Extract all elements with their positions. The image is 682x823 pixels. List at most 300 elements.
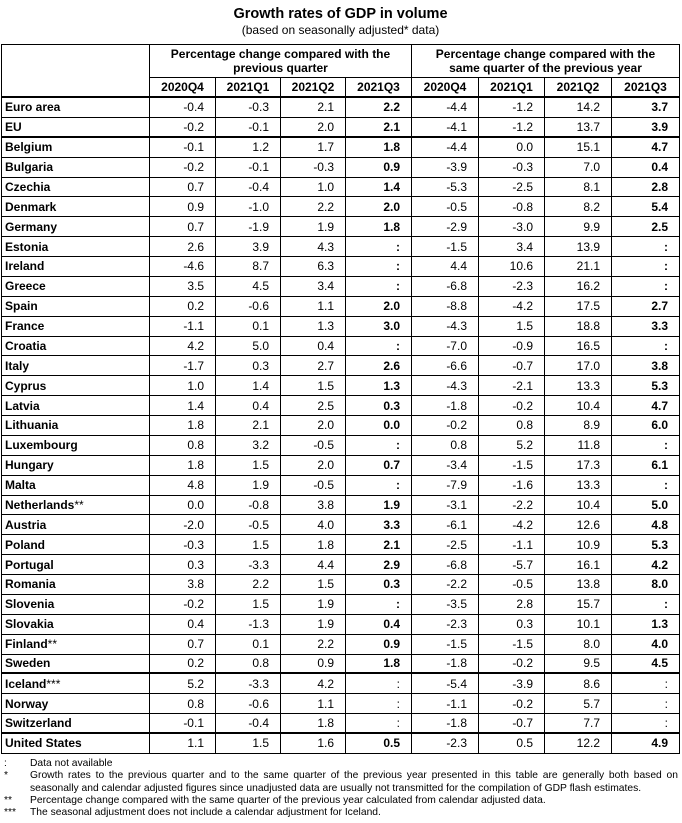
value-qoq-2021q3: : [346,595,412,615]
country-label [1,635,150,655]
value-yoy-2021q2: 17.0 [545,356,612,376]
footnote-text: The seasonal adjustment does not include a calendar adjustment for Iceland. [30,807,381,818]
value-yoy-2021q3: 4.9 [612,734,680,754]
country-name: Denmark [5,199,57,214]
group-header-line: Percentage change compared with the [435,47,656,61]
value-qoq-2021q1: 1.4 [216,376,281,396]
country-label [1,535,150,555]
country-label [1,118,150,138]
country-label [1,317,150,337]
value-qoq-2021q3: : [346,277,412,297]
country-name: Croatia [5,338,47,353]
value-qoq-2021q2: -0.5 [281,476,346,496]
country-label [1,237,150,257]
country-label [1,674,150,694]
value-yoy-2021q3: : [612,257,680,277]
value-qoq-2021q3: : [346,337,412,357]
value-qoq-2020q4: 0.9 [150,197,216,217]
country-name: Latvia [5,398,40,413]
value-qoq-2021q1: 0.4 [216,396,281,416]
country-name: Euro area [5,100,61,115]
footnote-text: Growth rates to the previous quarter and to the same quarter of the previous year presented in this table are generally both based on [30,770,678,782]
row-slovakia [1,615,680,635]
footnote-mark: ** [4,794,13,806]
value-yoy-2020q4: -6.8 [412,277,479,297]
row-euro-area [1,98,680,118]
country-name: EU [5,119,22,134]
value-yoy-2021q2: 11.8 [545,436,612,456]
value-yoy-2021q2: 16.5 [545,337,612,357]
value-qoq-2020q4: 0.2 [150,297,216,317]
value-yoy-2021q2: 12.2 [545,734,612,754]
value-qoq-2021q3: : [346,476,412,496]
value-qoq-2021q1: -1.0 [216,197,281,217]
value-qoq-2021q3: 0.7 [346,456,412,476]
value-qoq-2021q1: 0.1 [216,635,281,655]
value-yoy-2020q4: -1.5 [412,237,479,257]
group-header-line: Percentage change compared with the [170,47,391,61]
country-label [1,98,150,118]
value-qoq-2021q1: -1.3 [216,615,281,635]
country-name: Austria [5,517,47,532]
country-label [1,615,150,635]
country-name: Bulgaria [5,160,54,175]
value-yoy-2021q1: -0.2 [479,655,545,675]
table-header [1,44,680,98]
country-label [1,197,150,217]
value-yoy-2020q4: 0.8 [412,436,479,456]
country-name: Czechia [5,179,51,194]
row-italy [1,356,680,376]
row-germany [1,217,680,237]
country-name: Iceland [5,676,47,691]
value-yoy-2021q3: 3.8 [612,356,680,376]
value-qoq-2021q2: 1.8 [281,535,346,555]
country-label [1,595,150,615]
country-name: Germany [5,219,58,234]
value-qoq-2020q4: 0.7 [150,178,216,198]
row-spain [1,297,680,317]
country-name: Hungary [5,458,54,473]
value-yoy-2021q1: 10.6 [479,257,545,277]
value-yoy-2021q3: 5.3 [612,535,680,555]
value-qoq-2021q1: 8.7 [216,257,281,277]
value-yoy-2021q2: 17.3 [545,456,612,476]
value-yoy-2021q2: 8.6 [545,674,612,694]
value-qoq-2021q1: 3.2 [216,436,281,456]
value-yoy-2021q1: -5.7 [479,555,545,575]
value-yoy-2021q1: -0.7 [479,356,545,376]
value-qoq-2020q4: 3.8 [150,575,216,595]
row-estonia [1,237,680,257]
column-header-yoy-2021q1: 2021Q1 [479,78,545,98]
row-cyprus [1,376,680,396]
value-qoq-2021q3: : [346,436,412,456]
value-yoy-2020q4: -2.3 [412,734,479,754]
value-qoq-2020q4: 0.7 [150,217,216,237]
group-header-previous-year [412,44,680,78]
value-yoy-2021q2: 9.5 [545,655,612,675]
value-qoq-2021q1: 1.9 [216,476,281,496]
table-body [1,98,680,754]
country-name: Slovenia [5,597,55,612]
value-yoy-2021q1: 5.2 [479,436,545,456]
country-label [1,515,150,535]
value-qoq-2021q1: -0.6 [216,297,281,317]
row-united-states [1,734,680,754]
footnote-marker: ** [47,637,58,652]
country-label [1,655,150,675]
value-qoq-2021q3: 2.2 [346,98,412,118]
value-yoy-2021q2: 13.3 [545,476,612,496]
value-qoq-2021q3: 0.5 [346,734,412,754]
value-yoy-2021q3: 4.2 [612,555,680,575]
value-qoq-2021q2: 1.3 [281,317,346,337]
row-netherlands [1,496,680,516]
country-name: Greece [5,279,46,294]
value-yoy-2021q1: 3.4 [479,237,545,257]
value-yoy-2021q3: 2.8 [612,178,680,198]
footnote-text: Percentage change compared with the same quarter of the previous year calculated from calendar adjusted data. [30,794,546,806]
value-qoq-2021q1: -0.4 [216,714,281,734]
value-yoy-2020q4: -5.4 [412,674,479,694]
row-hungary [1,456,680,476]
value-yoy-2021q3: 4.0 [612,635,680,655]
value-yoy-2021q1: 0.3 [479,615,545,635]
value-yoy-2021q1: -4.2 [479,297,545,317]
value-yoy-2020q4: -3.5 [412,595,479,615]
footnote-marker: *** [46,676,61,691]
value-yoy-2021q2: 18.8 [545,317,612,337]
value-qoq-2020q4: -0.1 [150,138,216,158]
value-qoq-2021q1: -1.9 [216,217,281,237]
value-yoy-2021q3: 5.3 [612,376,680,396]
value-yoy-2021q2: 13.8 [545,575,612,595]
value-qoq-2021q3: 1.9 [346,496,412,516]
value-qoq-2021q1: -3.3 [216,555,281,575]
value-qoq-2020q4: 1.4 [150,396,216,416]
value-yoy-2020q4: -4.1 [412,118,479,138]
country-name: Netherlands [5,497,75,512]
row-sweden [1,655,680,675]
value-yoy-2021q3: 1.3 [612,615,680,635]
country-label [1,496,150,516]
value-qoq-2021q1: -0.6 [216,694,281,714]
value-qoq-2021q2: 1.9 [281,217,346,237]
value-qoq-2021q1: 5.0 [216,337,281,357]
country-label [1,277,150,297]
value-yoy-2021q3: 3.9 [612,118,680,138]
value-yoy-2021q1: 0.8 [479,416,545,436]
value-qoq-2021q2: -0.5 [281,436,346,456]
country-label [1,217,150,237]
value-qoq-2021q3: : [346,714,412,734]
value-qoq-2021q2: 1.9 [281,615,346,635]
value-yoy-2021q3: : [612,694,680,714]
value-qoq-2021q2: 4.2 [281,674,346,694]
gdp-growth-table [1,44,680,754]
value-qoq-2021q2: 4.0 [281,515,346,535]
value-qoq-2021q2: 2.0 [281,118,346,138]
value-yoy-2021q3: 6.1 [612,456,680,476]
value-yoy-2021q2: 7.0 [545,158,612,178]
value-yoy-2021q2: 8.2 [545,197,612,217]
value-yoy-2020q4: -5.3 [412,178,479,198]
value-qoq-2021q2: 2.5 [281,396,346,416]
value-yoy-2020q4: -0.2 [412,416,479,436]
value-qoq-2021q1: 0.8 [216,655,281,675]
value-qoq-2021q2: 1.1 [281,694,346,714]
value-yoy-2021q1: -0.7 [479,714,545,734]
value-yoy-2021q2: 15.1 [545,138,612,158]
value-qoq-2021q2: 0.9 [281,655,346,675]
country-name: Sweden [5,656,51,671]
value-yoy-2021q2: 17.5 [545,297,612,317]
value-yoy-2021q1: 2.8 [479,595,545,615]
header-corner-cell [1,44,150,98]
country-name: Norway [5,696,49,711]
value-yoy-2021q1: -2.5 [479,178,545,198]
value-qoq-2021q3: 2.9 [346,555,412,575]
value-qoq-2020q4: 0.0 [150,496,216,516]
row-iceland [1,674,680,694]
value-qoq-2021q3: 1.8 [346,217,412,237]
column-header-qoq-2021q3: 2021Q3 [346,78,412,98]
value-qoq-2021q1: 0.3 [216,356,281,376]
country-label [1,396,150,416]
value-yoy-2021q3: 3.3 [612,317,680,337]
value-yoy-2021q3: : [612,277,680,297]
value-qoq-2020q4: -0.2 [150,158,216,178]
value-qoq-2021q3: 1.3 [346,376,412,396]
value-qoq-2021q2: 2.0 [281,416,346,436]
column-header-yoy-2021q2: 2021Q2 [545,78,612,98]
value-qoq-2021q1: -0.5 [216,515,281,535]
row-lithuania [1,416,680,436]
value-qoq-2021q2: 2.0 [281,456,346,476]
group-header-previous-quarter [150,44,412,78]
row-poland [1,535,680,555]
value-yoy-2021q3: 5.0 [612,496,680,516]
value-yoy-2020q4: -8.8 [412,297,479,317]
row-luxembourg [1,436,680,456]
value-qoq-2021q3: 2.1 [346,118,412,138]
value-yoy-2021q3: : [612,595,680,615]
country-label [1,456,150,476]
value-yoy-2021q1: -0.2 [479,396,545,416]
row-eu [1,118,680,138]
country-name: Ireland [5,259,45,274]
row-greece [1,277,680,297]
footnote-mark: *** [4,807,17,818]
group-header-line: same quarter of the previous year [449,61,642,75]
country-label [1,714,150,734]
footnote-text: seasonally and calendar adjusted figures since unadjusted data are usually not transmitted for the compilation of GDP flash estimates. [30,782,642,794]
value-qoq-2021q2: 4.4 [281,555,346,575]
value-yoy-2021q3: 0.4 [612,158,680,178]
column-header-qoq-2021q2: 2021Q2 [281,78,346,98]
country-label [1,297,150,317]
value-qoq-2021q3: : [346,257,412,277]
value-yoy-2021q2: 7.7 [545,714,612,734]
value-qoq-2021q3: : [346,694,412,714]
country-name: Slovakia [5,617,54,632]
value-qoq-2021q2: 1.7 [281,138,346,158]
country-name: Cyprus [5,378,47,393]
value-yoy-2021q3: 4.7 [612,396,680,416]
row-denmark [1,197,680,217]
value-yoy-2020q4: -2.3 [412,615,479,635]
value-qoq-2021q2: 1.8 [281,714,346,734]
value-qoq-2021q2: 3.4 [281,277,346,297]
value-yoy-2021q2: 14.2 [545,98,612,118]
value-yoy-2021q2: 13.9 [545,237,612,257]
value-qoq-2021q1: 2.1 [216,416,281,436]
table-subtitle: (based on seasonally adjusted* data) [241,23,440,37]
country-name: Italy [5,358,30,373]
value-yoy-2021q1: 0.0 [479,138,545,158]
value-yoy-2020q4: -3.1 [412,496,479,516]
country-label [1,436,150,456]
value-yoy-2020q4: -3.4 [412,456,479,476]
value-yoy-2021q1: -1.2 [479,118,545,138]
value-yoy-2021q2: 10.4 [545,496,612,516]
value-yoy-2021q2: 8.0 [545,635,612,655]
value-yoy-2021q1: -3.9 [479,674,545,694]
value-qoq-2021q1: 1.2 [216,138,281,158]
country-label [1,416,150,436]
country-name: Estonia [5,239,49,254]
row-portugal [1,555,680,575]
table-title: Growth rates of GDP in volume [233,6,448,22]
row-switzerland [1,714,680,734]
value-qoq-2021q2: 3.8 [281,496,346,516]
row-finland [1,635,680,655]
value-qoq-2020q4: 0.8 [150,694,216,714]
value-yoy-2021q1: -2.2 [479,496,545,516]
row-latvia [1,396,680,416]
value-qoq-2021q2: 1.0 [281,178,346,198]
country-name: Belgium [5,140,53,155]
value-qoq-2020q4: -0.3 [150,535,216,555]
value-qoq-2021q3: 2.0 [346,197,412,217]
country-label [1,337,150,357]
value-yoy-2021q2: 13.7 [545,118,612,138]
value-qoq-2021q2: 1.9 [281,595,346,615]
value-qoq-2021q3: : [346,237,412,257]
footnote-item [0,770,682,795]
value-qoq-2021q3: 1.8 [346,138,412,158]
country-label [1,158,150,178]
footnote-item [0,807,682,819]
value-qoq-2020q4: -2.0 [150,515,216,535]
value-yoy-2021q2: 8.9 [545,416,612,436]
value-qoq-2021q2: 1.5 [281,376,346,396]
value-qoq-2020q4: 1.1 [150,734,216,754]
value-qoq-2021q1: 2.2 [216,575,281,595]
value-yoy-2021q2: 8.1 [545,178,612,198]
value-yoy-2020q4: -4.4 [412,98,479,118]
value-yoy-2020q4: -7.0 [412,337,479,357]
value-qoq-2021q1: -0.8 [216,496,281,516]
country-label [1,734,150,754]
value-yoy-2021q2: 10.4 [545,396,612,416]
value-yoy-2020q4: -1.5 [412,635,479,655]
value-qoq-2020q4: 0.3 [150,555,216,575]
value-yoy-2021q1: -2.1 [479,376,545,396]
value-qoq-2020q4: -0.4 [150,98,216,118]
row-slovenia [1,595,680,615]
value-yoy-2021q1: -1.2 [479,98,545,118]
value-qoq-2021q2: 1.6 [281,734,346,754]
value-qoq-2020q4: 0.7 [150,635,216,655]
value-qoq-2021q2: -0.3 [281,158,346,178]
value-qoq-2021q3: 0.4 [346,615,412,635]
value-yoy-2021q1: 0.5 [479,734,545,754]
value-yoy-2020q4: -6.1 [412,515,479,535]
country-name: Poland [5,537,46,552]
value-qoq-2021q3: 1.4 [346,178,412,198]
value-qoq-2021q2: 6.3 [281,257,346,277]
value-qoq-2020q4: 0.4 [150,615,216,635]
value-qoq-2021q3: 2.6 [346,356,412,376]
value-qoq-2020q4: -1.7 [150,356,216,376]
value-qoq-2021q3: 2.1 [346,535,412,555]
value-qoq-2021q3: 1.8 [346,655,412,675]
value-yoy-2021q3: 2.7 [612,297,680,317]
value-yoy-2021q2: 5.7 [545,694,612,714]
value-yoy-2021q1: -0.8 [479,197,545,217]
column-header-yoy-2020q4: 2020Q4 [412,78,479,98]
value-qoq-2020q4: -1.1 [150,317,216,337]
country-label [1,694,150,714]
value-qoq-2021q1: 1.5 [216,456,281,476]
value-qoq-2021q1: -0.1 [216,158,281,178]
value-yoy-2020q4: -1.1 [412,694,479,714]
footnote-marker: ** [74,497,84,512]
value-yoy-2021q1: -4.2 [479,515,545,535]
value-qoq-2021q1: 1.5 [216,595,281,615]
row-romania [1,575,680,595]
country-label [1,476,150,496]
group-header-line: previous quarter [233,61,328,75]
value-yoy-2021q3: : [612,337,680,357]
value-qoq-2021q2: 2.2 [281,635,346,655]
country-label [1,138,150,158]
value-yoy-2021q3: : [612,714,680,734]
row-belgium [1,138,680,158]
value-qoq-2021q2: 2.1 [281,98,346,118]
row-croatia [1,337,680,357]
value-yoy-2021q3: 4.7 [612,138,680,158]
value-yoy-2020q4: 4.4 [412,257,479,277]
value-yoy-2021q2: 16.1 [545,555,612,575]
country-name: Finland [5,637,48,652]
value-qoq-2020q4: 2.6 [150,237,216,257]
value-qoq-2021q1: -0.3 [216,98,281,118]
value-yoy-2021q2: 21.1 [545,257,612,277]
column-header-yoy-2021q3: 2021Q3 [612,78,680,98]
value-yoy-2021q1: -1.1 [479,535,545,555]
value-yoy-2021q1: -0.9 [479,337,545,357]
country-label [1,555,150,575]
value-yoy-2021q3: 4.5 [612,655,680,675]
value-yoy-2021q3: : [612,674,680,694]
value-qoq-2021q1: -0.1 [216,118,281,138]
value-qoq-2021q1: 1.5 [216,734,281,754]
value-yoy-2021q2: 15.7 [545,595,612,615]
value-qoq-2021q3: 0.0 [346,416,412,436]
